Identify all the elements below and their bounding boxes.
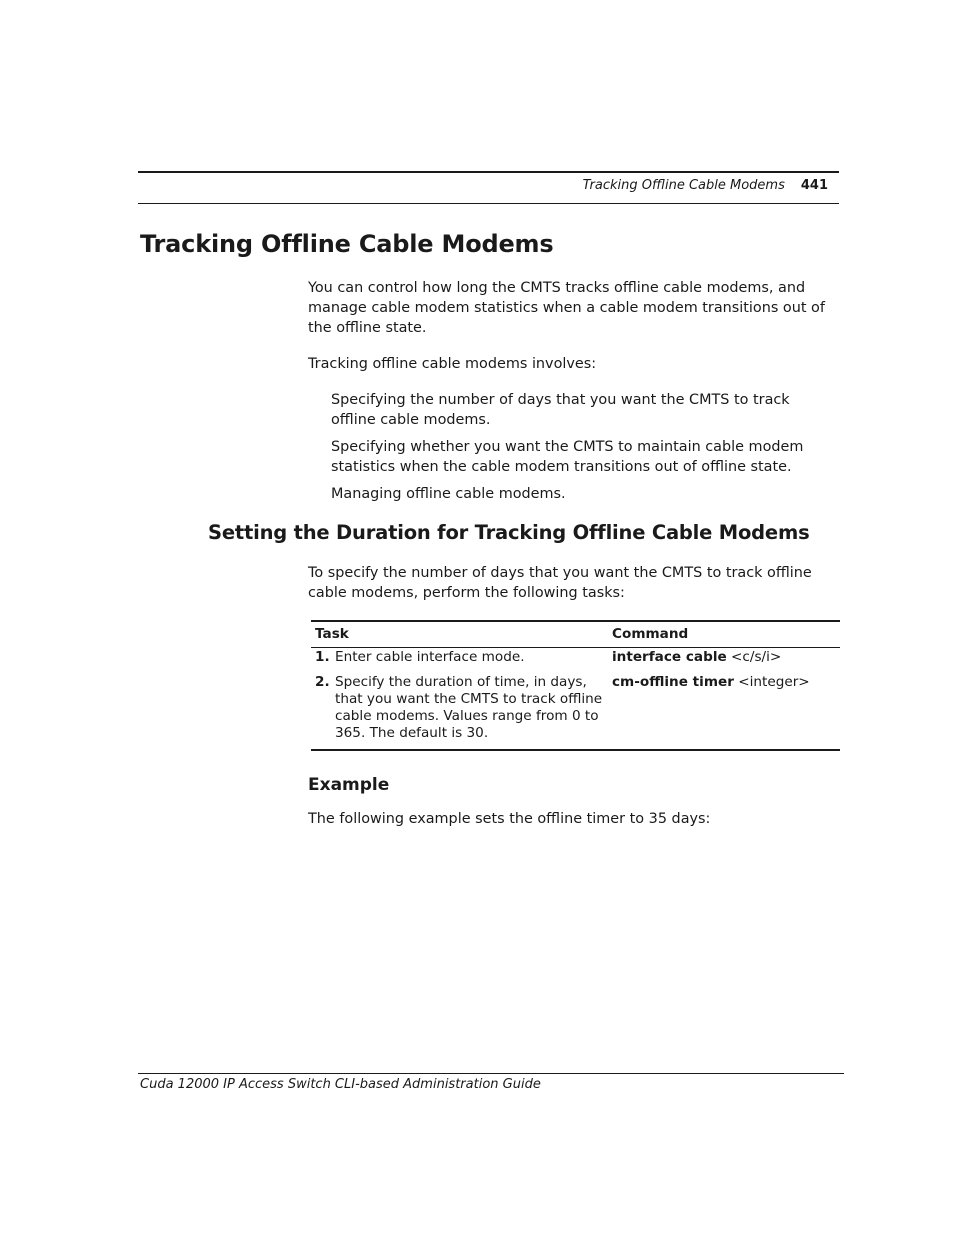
- command-argument: <c/s/i>: [726, 649, 782, 665]
- header-top-rule: [138, 171, 839, 173]
- command-argument: <integer>: [733, 674, 810, 690]
- task-cell: [311, 674, 608, 750]
- section-intro-paragraph: You can control how long the CMTS tracks offline cable modems, and manage cable modem statistics when a cable modem transitions out of the offline state.: [308, 280, 825, 336]
- section-title: Tracking Offline Cable Modems: [140, 230, 554, 258]
- step-text: Specify the duration of time, in days, that you want the CMTS to track offline cable modems. Values range from 0 to 365. The default is 30.: [335, 674, 603, 741]
- footer-rule: [138, 1073, 844, 1074]
- column-header-command: Command: [608, 621, 840, 648]
- command-keyword: cm-offline timer: [612, 674, 734, 690]
- step-number: 2.: [315, 674, 330, 690]
- running-header: [138, 178, 828, 193]
- page-number: 441: [800, 178, 828, 193]
- table-row: [311, 648, 840, 675]
- example-paragraph: The following example sets the offline timer to 35 days:: [308, 811, 711, 827]
- column-header-task: Task: [311, 621, 608, 648]
- section-lead-paragraph: Tracking offline cable modems involves:: [308, 356, 597, 372]
- header-bottom-rule: [138, 203, 839, 204]
- command-cell: [608, 674, 840, 750]
- example-heading: Example: [308, 775, 390, 795]
- task-command-table: [311, 620, 840, 751]
- subsection-intro-paragraph: To specify the number of days that you want the CMTS to track offline cable modems, perform the following tasks:: [308, 565, 812, 601]
- command-keyword: interface cable: [612, 649, 727, 665]
- table-row: [311, 674, 840, 750]
- list-item: Specifying the number of days that you want the CMTS to track offline cable modems.: [331, 392, 790, 428]
- task-cell: [311, 648, 608, 675]
- command-cell: [608, 648, 840, 675]
- running-header-title: Tracking Offline Cable Modems: [582, 178, 785, 193]
- subsection-title: Setting the Duration for Tracking Offline Cable Modems: [208, 521, 810, 544]
- step-text: Enter cable interface mode.: [335, 649, 525, 665]
- step-number: 1.: [315, 649, 330, 665]
- list-item: Managing offline cable modems.: [331, 486, 566, 502]
- footer-text: Cuda 12000 IP Access Switch CLI-based Administration Guide: [140, 1077, 541, 1092]
- list-item: Specifying whether you want the CMTS to maintain cable modem statistics when the cable modem transitions out of offline state.: [331, 439, 804, 475]
- table-header-row: [311, 621, 840, 648]
